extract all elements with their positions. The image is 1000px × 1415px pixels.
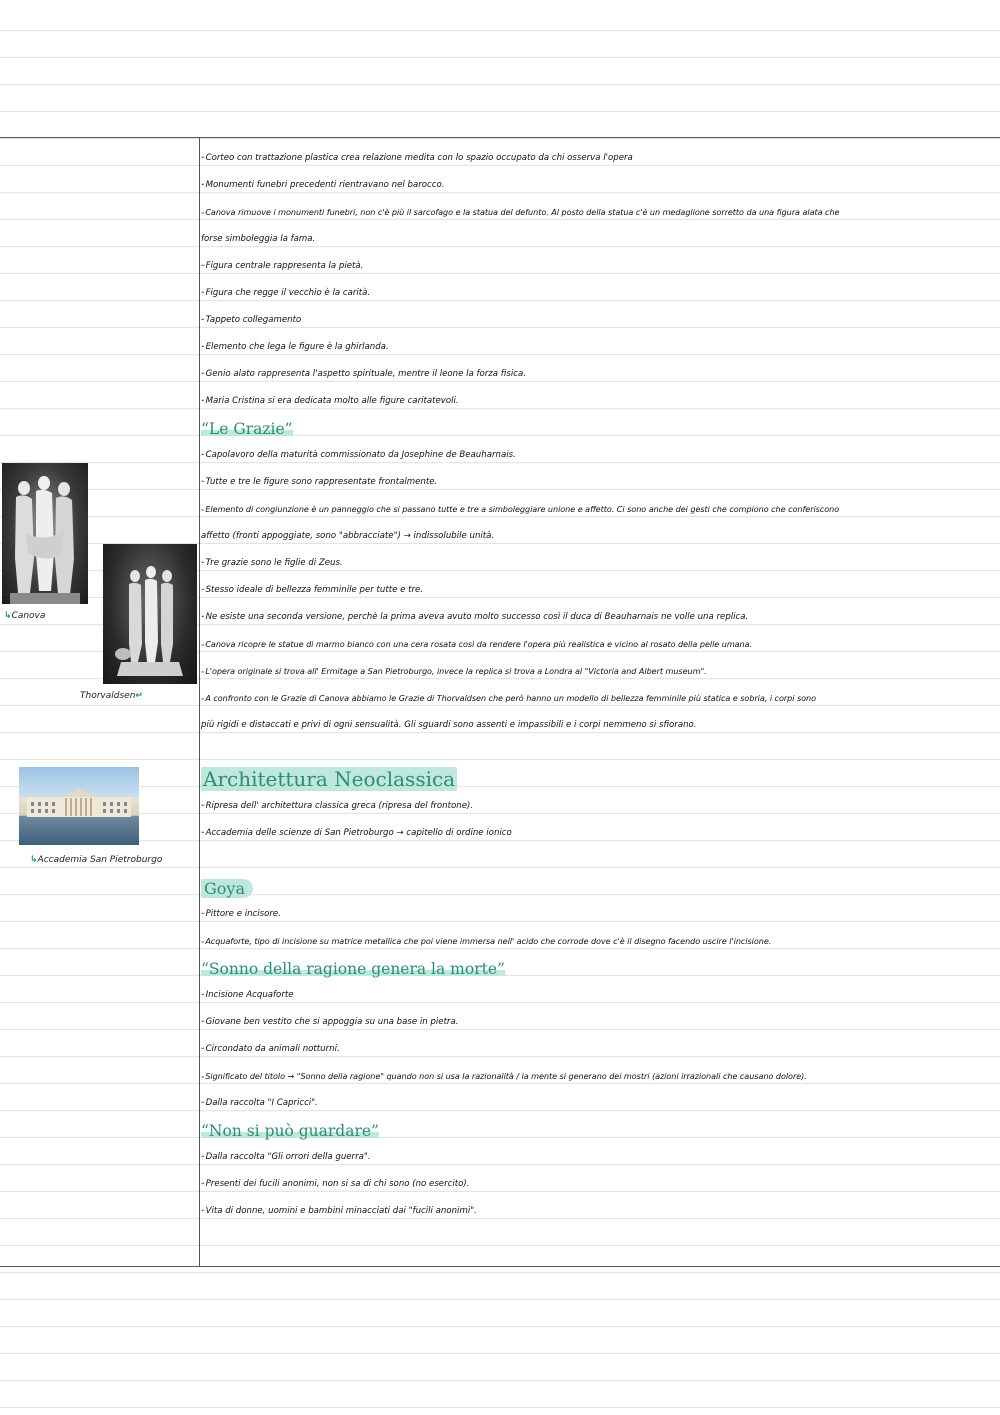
note-line — [201, 469, 998, 496]
bullet-icon: - — [201, 666, 205, 676]
note-line — [201, 307, 998, 334]
bullet-icon: - — [201, 558, 205, 568]
bullet-icon: - — [201, 342, 205, 352]
note-line — [201, 577, 998, 604]
note-line — [201, 388, 998, 415]
note-text: Maria Cristina si era dedicata molto alle figure caritatevoli. — [205, 396, 459, 406]
bullet-icon: - — [201, 396, 205, 406]
note-line — [201, 199, 998, 226]
note-text: Figura che regge il vecchio è la carità. — [205, 288, 371, 298]
bullet-icon: - — [201, 639, 205, 649]
note-line — [201, 901, 998, 928]
note-line — [201, 496, 998, 523]
note-text: Incisione Acquaforte — [205, 990, 294, 1000]
note-line — [201, 1036, 998, 1063]
note-line — [201, 928, 998, 955]
note-text: Tappeto collegamento — [205, 315, 302, 325]
bullet-icon: - — [201, 180, 205, 190]
note-text: Elemento che lega le figure è la ghirlanda. — [205, 342, 389, 352]
note-line — [201, 253, 998, 280]
note-line — [201, 685, 998, 712]
note-continuation — [201, 226, 998, 253]
note-line — [201, 280, 998, 307]
note-continuation — [201, 712, 998, 739]
note-text: Circondato da animali notturni. — [205, 1044, 340, 1054]
note-line — [201, 1171, 998, 1198]
note-text: Figura centrale rappresenta la pietà. — [205, 261, 364, 271]
note-text: Vita di donne, uomini e bambini minacciati dai "fucili anonimi". — [205, 1206, 477, 1216]
note-text: L'opera originale si trova all' Ermitage a San Pietroburgo, invece la replica si trova a Londra al "Victoria and Albert museum". — [205, 666, 707, 676]
bullet-icon: - — [201, 261, 205, 271]
bullet-icon: - — [201, 504, 205, 514]
note-line — [201, 793, 998, 820]
note-line — [201, 820, 998, 847]
bullet-icon: - — [201, 207, 205, 217]
bullet-icon: - — [201, 1152, 205, 1162]
canova-three-graces-image — [2, 463, 88, 604]
bullet-icon: - — [201, 450, 205, 460]
note-text: Dalla raccolta "I Capricci". — [205, 1098, 318, 1108]
note-text: più rigidi e distaccati e privi di ogni sensualità. Gli sguardi sono assenti e impassibili e i corpi nemmeno si sfiorano. — [201, 720, 697, 730]
artwork-title-text: “Sonno della ragione genera la morte” — [201, 960, 505, 978]
artwork-title — [201, 955, 998, 982]
canova-caption — [4, 611, 45, 621]
note-continuation — [201, 523, 998, 550]
bullet-icon: - — [201, 1179, 205, 1189]
bullet-icon: - — [201, 477, 205, 487]
artwork-title-text: “Non si può guardare” — [201, 1122, 379, 1140]
artwork-title-text: “Le Grazie” — [201, 420, 293, 438]
academy-building-image — [19, 767, 139, 845]
note-line — [201, 982, 998, 1009]
note-line — [201, 172, 998, 199]
note-text: Ripresa dell' architettura classica greca (ripresa del frontone). — [205, 801, 474, 811]
thorvaldsen-caption — [80, 691, 143, 701]
bullet-icon: - — [201, 288, 205, 298]
thorvaldsen-three-graces-image — [103, 544, 197, 684]
section-heading — [201, 874, 998, 901]
top-rule — [0, 137, 1000, 138]
section-heading-text: Architettura Neoclassica — [203, 767, 456, 791]
bullet-icon: - — [201, 612, 205, 622]
note-line — [201, 442, 998, 469]
bullet-icon: - — [201, 990, 205, 1000]
note-line — [201, 334, 998, 361]
arrow-icon: ↵ — [135, 691, 143, 701]
note-text: Canova ricopre le statue di marmo bianco con una cera rosata così da rendere l'opera più realistica e vicino al rosato della pelle umana. — [205, 639, 753, 649]
bullet-icon: - — [201, 585, 205, 595]
note-line — [201, 1090, 998, 1117]
margin-line — [199, 137, 200, 1267]
artwork-title — [201, 1117, 998, 1144]
section-heading — [201, 766, 998, 793]
note-text: affetto (fronti appoggiate, sono "abbracciate") → indissolubile unità. — [201, 531, 495, 541]
note-text: Tre grazie sono le figlie di Zeus. — [205, 558, 343, 568]
note-line — [201, 1063, 998, 1090]
bullet-icon: - — [201, 153, 205, 163]
bullet-icon: - — [201, 693, 205, 703]
blank-line — [201, 847, 998, 874]
note-line — [201, 550, 998, 577]
note-line — [201, 145, 998, 172]
thorvaldsen-caption-text: Thorvaldsen — [80, 691, 136, 701]
bullet-icon: - — [201, 1017, 205, 1027]
note-text: Tutte e tre le figure sono rappresentate frontalmente. — [205, 477, 438, 487]
note-line — [201, 1144, 998, 1171]
note-text: Dalla raccolta "Gli orrori della guerra". — [205, 1152, 371, 1162]
artwork-title — [201, 415, 998, 442]
note-text: Significato del titolo → "Sonno della ragione" quando non si usa la razionalità / la mente si generano dei mostri (azioni irrazionali che causano dolore). — [205, 1071, 807, 1081]
note-text: Ne esiste una seconda versione, perchè la prima aveva avuto molto successo così il duca di Beauharnais ne volle una replica. — [205, 612, 749, 622]
note-line — [201, 658, 998, 685]
academy-caption-text: Accademia San Pietroburgo — [37, 855, 163, 865]
note-text: Canova rimuove i monumenti funebri, non c'è più il sarcofago e la statua del defunto. Al posto della statua c'è un medaglione sorretto da una figura alata che — [205, 207, 840, 217]
bullet-icon: - — [201, 315, 205, 325]
bottom-rule — [0, 1266, 1000, 1267]
arrow-icon: ↳ — [30, 855, 38, 865]
notes-list — [201, 145, 998, 1225]
note-line — [201, 604, 998, 631]
note-line — [201, 1198, 998, 1225]
note-text: Stesso ideale di bellezza femminile per tutte e tre. — [205, 585, 424, 595]
note-text: Pittore e incisore. — [205, 909, 281, 919]
bullet-icon: - — [201, 1071, 205, 1081]
note-text: A confronto con le Grazie di Canova abbiamo le Grazie di Thorvaldsen che però hanno un modello di bellezza femminile più statica e sobria, i corpi sono — [205, 693, 816, 703]
note-text: Acquaforte, tipo di incisione su matrice metallica che poi viene immersa nell' acido che corrode dove c'è il disegno facendo uscire l'incisione. — [205, 936, 772, 946]
note-text: Capolavoro della maturità commissionato da Josephine de Beauharnais. — [205, 450, 516, 460]
bullet-icon: - — [201, 369, 205, 379]
blank-line — [201, 739, 998, 766]
arrow-icon: ↳ — [4, 611, 12, 621]
note-line — [201, 1009, 998, 1036]
canova-caption-text: Canova — [11, 611, 46, 621]
note-text: Corteo con trattazione plastica crea relazione medita con lo spazio occupato da chi osserva l'opera — [205, 153, 633, 163]
note-line — [201, 631, 998, 658]
bullet-icon: - — [201, 1044, 205, 1054]
note-text: Accademia delle scienze di San Pietroburgo → capitello di ordine ionico — [205, 828, 512, 838]
bullet-icon: - — [201, 909, 205, 919]
note-line — [201, 361, 998, 388]
academy-caption — [30, 855, 162, 865]
note-text: Genio alato rappresenta l'aspetto spirituale, mentre il leone la forza fisica. — [205, 369, 526, 379]
note-text: Giovane ben vestito che si appoggia su una base in pietra. — [205, 1017, 459, 1027]
bullet-icon: - — [201, 801, 205, 811]
bullet-icon: - — [201, 828, 205, 838]
bullet-icon: - — [201, 1206, 205, 1216]
note-text: Monumenti funebri precedenti rientravano nel barocco. — [205, 180, 445, 190]
section-heading-text: Goya — [201, 879, 253, 898]
note-text: Presenti dei fucili anonimi, non si sa di chi sono (no esercito). — [205, 1179, 470, 1189]
bullet-icon: - — [201, 936, 205, 946]
note-text: Elemento di congiunzione è un panneggio che si passano tutte e tre a simboleggiare unione e affetto. Ci sono anche dei gesti che compiono che conferiscono — [205, 504, 840, 514]
bullet-icon: - — [201, 1098, 205, 1108]
note-text: forse simboleggia la fama. — [201, 234, 316, 244]
